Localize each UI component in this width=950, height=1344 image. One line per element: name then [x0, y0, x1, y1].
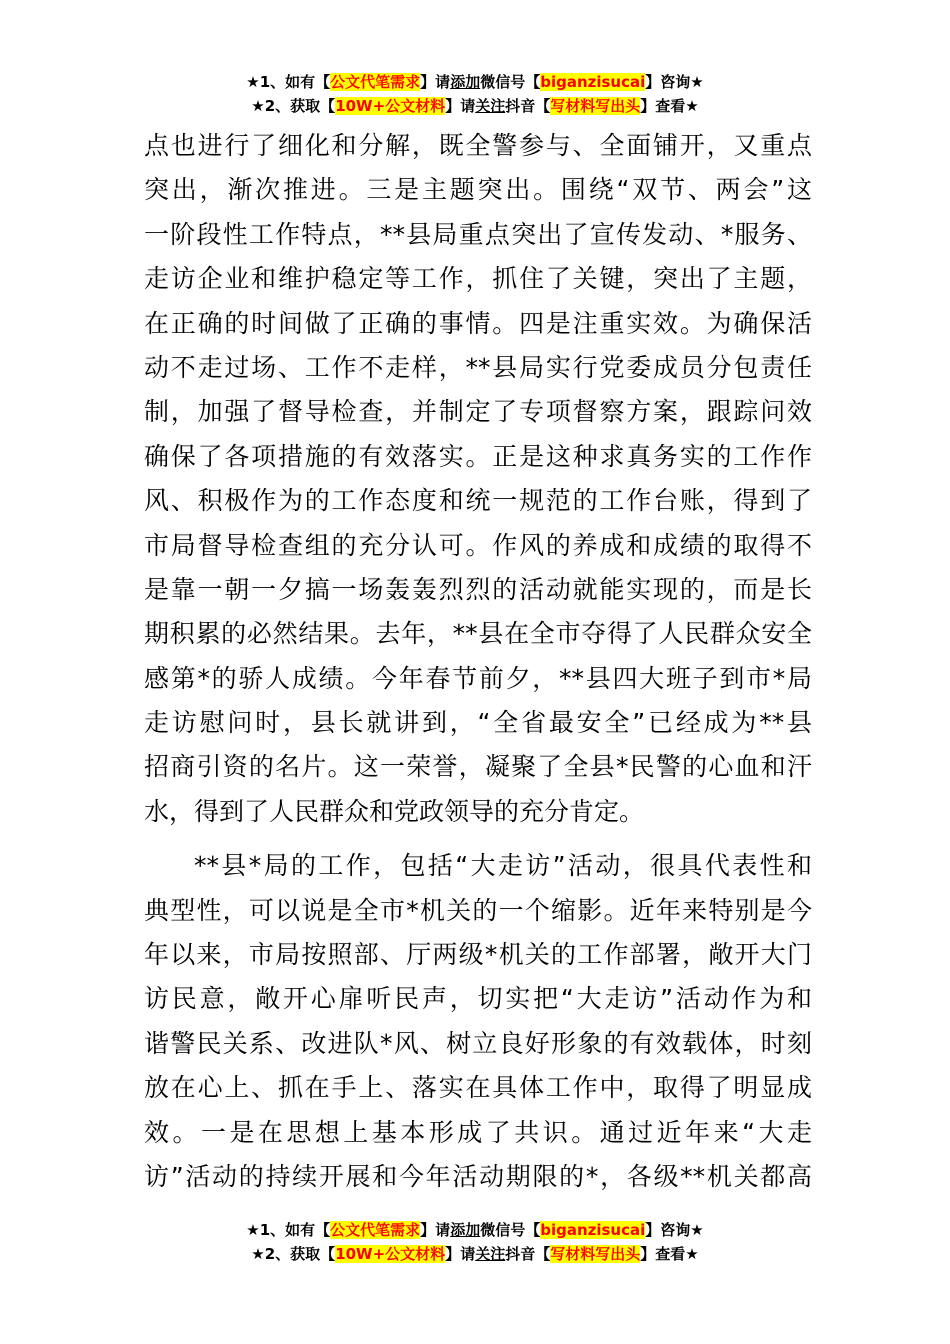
highlight-douyin-account: 写材料写出头: [550, 1245, 641, 1263]
text-line: 水，得到了人民群众和党政领导的充分肯定。: [144, 796, 645, 826]
text-line: 期积累的必然结果。去年，**县在全市夺得了人民群众安全: [144, 619, 812, 649]
highlight-douyin-account: 写材料写出头: [550, 97, 641, 115]
banner-line-1: [0, 70, 950, 94]
banner-line-2: [0, 94, 950, 118]
paragraph-2: [144, 844, 812, 1199]
text-line: 感第*的骄人成绩。今年春节前夕，**县四大班子到市*局: [144, 663, 812, 693]
text-line: 制，加强了督导检查，并制定了专项督察方案，跟踪问效: [144, 397, 812, 427]
banner-text: ★2、获取【: [251, 1245, 336, 1263]
banner-line-1: [0, 1218, 950, 1242]
banner-line-2: [0, 1242, 950, 1266]
banner-text: 】咨询★: [645, 1221, 704, 1239]
text-line: 年以来，市局按照部、厅两级*机关的工作部署，敞开大门: [144, 940, 812, 970]
text-line: 点也进行了细化和分解，既全警参与、全面铺开，又重点: [144, 131, 812, 160]
text-line: 效。一是在思想上基本形成了共识。通过近年来“大走: [144, 1117, 812, 1147]
top-banner: [0, 70, 950, 118]
banner-text: ★2、获取【: [251, 97, 336, 115]
banner-text: 】查看★: [640, 97, 699, 115]
banner-text: 】请: [445, 1245, 476, 1263]
banner-underlined-text: 添加: [450, 1221, 481, 1239]
document-body: [144, 124, 812, 1199]
text-line: 动不走过场、工作不走样，**县局实行党委成员分包责任: [144, 352, 812, 382]
highlight-wechat-id: biganzisucai: [540, 1221, 646, 1239]
highlight-wechat-id: biganzisucai: [540, 73, 646, 91]
banner-text: 抖音【: [505, 97, 551, 115]
text-line: 突出，渐次推进。三是主题突出。围绕“双节、两会”这: [144, 175, 812, 205]
text-line: 风、积极作为的工作态度和统一规范的工作台账，得到了: [144, 486, 812, 516]
banner-text: 】请: [445, 97, 476, 115]
banner-text: ★1、如有【: [246, 73, 331, 91]
text-line: 走访企业和维护稳定等工作，抓住了关键，突出了主题，: [144, 264, 812, 294]
highlight-materials: 10W+公文材料: [335, 97, 446, 115]
text-line: 典型性，可以说是全市*机关的一个缩影。近年来特别是今: [144, 895, 812, 925]
banner-text: 微信号【: [480, 73, 541, 91]
text-line: 市局督导检查组的充分认可。作风的养成和成绩的取得不: [144, 530, 812, 560]
banner-underlined-text: 关注: [475, 1245, 506, 1263]
text-line: 确保了各项措施的有效落实。正是这种求真务实的工作作: [144, 441, 812, 471]
paragraph-1: [144, 124, 812, 834]
banner-text: 】咨询★: [645, 73, 704, 91]
highlight-materials: 10W+公文材料: [335, 1245, 446, 1263]
banner-text: 微信号【: [480, 1221, 541, 1239]
banner-text: 】请: [420, 73, 451, 91]
banner-text: 】请: [420, 1221, 451, 1239]
paragraph-gap: [144, 834, 812, 844]
text-line: 在正确的时间做了正确的事情。四是注重实效。为确保活: [144, 308, 812, 338]
banner-underlined-text: 添加: [450, 73, 481, 91]
text-line: 走访慰问时，县长就讲到，“全省最安全”已经成为**县: [144, 708, 812, 738]
text-line: **县*局的工作，包括“大走访”活动，很具代表性和: [194, 851, 812, 881]
highlight-service: 公文代笔需求: [330, 1221, 421, 1239]
text-line: 放在心上、抓在手上、落实在具体工作中，取得了明显成: [144, 1073, 812, 1103]
banner-underlined-text: 关注: [475, 97, 506, 115]
banner-text: 抖音【: [505, 1245, 551, 1263]
banner-text: 】查看★: [640, 1245, 699, 1263]
text-line: 访”活动的持续开展和今年活动期限的*，各级**机关都高: [144, 1161, 812, 1191]
banner-text: ★1、如有【: [246, 1221, 331, 1239]
text-line: 访民意，敞开心扉听民声，切实把“大走访”活动作为和: [144, 984, 812, 1014]
text-line: 谐警民关系、改进队*风、树立良好形象的有效载体，时刻: [144, 1028, 812, 1058]
text-line: 招商引资的名片。这一荣誉，凝聚了全县*民警的心血和汗: [144, 752, 812, 782]
bottom-banner: [0, 1218, 950, 1266]
text-line: 是靠一朝一夕搞一场轰轰烈烈的活动就能实现的，而是长: [144, 574, 812, 604]
text-line: 一阶段性工作特点，**县局重点突出了宣传发动、*服务、: [144, 219, 812, 249]
highlight-service: 公文代笔需求: [330, 73, 421, 91]
